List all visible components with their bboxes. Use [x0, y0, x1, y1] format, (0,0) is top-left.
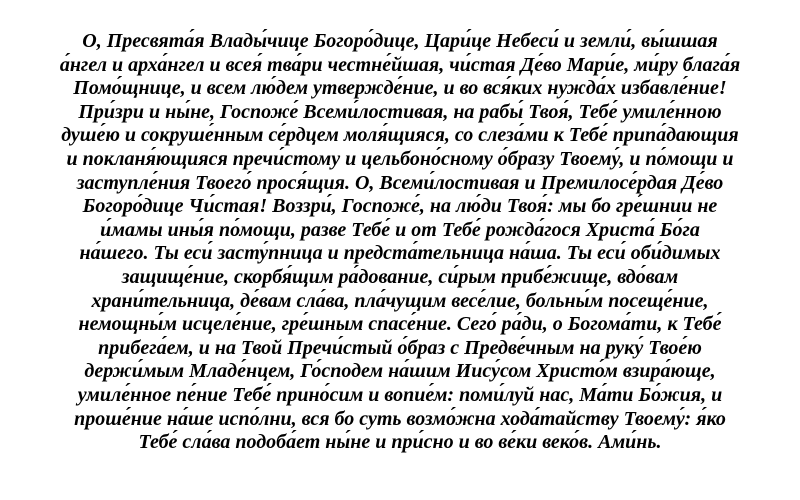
prayer-line-9: и́мамы ины́я по́мощи, разве Тебе́ и от Тебе́ рожда́гося Христа́ Бо́га	[100, 218, 700, 241]
prayer-line-4: При́зри и ны́не, Госпоже́ Всеми́лостивая, на рабы́ Твоя́, Тебе́ умиле́нною	[78, 100, 722, 123]
prayer-line-3: Помо́щнице, и всем лю́дем утвержде́ние, и во вся́ких нужда́х избавле́ние!	[73, 77, 727, 100]
prayer-line-2: а́нгел и арха́нгел и всея́ тва́ри честне́йшая, чи́стая Де́во Мари́е, ми́ру блага́я	[59, 53, 741, 76]
prayer-line-8: Богоро́дице Чи́стая! Воззри́, Госпоже́, на лю́ди Твоя́: мы бо гре́шнии не	[82, 195, 718, 218]
prayer-line-6: и покланя́ющияся пречи́стому и цельбоно́сному о́бразу Твоему́, и по́мощи и	[66, 147, 734, 170]
prayer-text	[20, 30, 780, 455]
prayer-line-7: заступле́ния Твоего́ прося́щия. О, Всеми́лостивая и Премилосе́рдая Де́во	[76, 171, 724, 194]
prayer-line-12: храни́тельница, де́вам сла́ва, пла́чущим весе́лие, больны́м посеще́ние,	[91, 289, 709, 312]
prayer-line-16: умиле́нное пе́ние Тебе́ прино́сим и вопие́м: поми́луй нас, Ма́ти Бо́жия, и	[77, 383, 723, 406]
prayer-line-18: Тебе́ сла́ва подоба́ет ны́не и при́сно и во ве́ки веко́в. Ами́нь.	[138, 431, 662, 454]
prayer-line-17: проше́ние на́ше испо́лни, вся бо суть возмо́жна хода́тайству Твоему́: я́ко	[74, 407, 726, 430]
prayer-line-5: душе́ю и сокруше́нным се́рдцем моля́щияся, со слеза́ми к Тебе́ припа́дающия	[61, 124, 739, 147]
prayer-line-11: защище́ние, скорбя́щим ра́дование, си́рым прибе́жище, вдо́вам	[121, 265, 679, 288]
prayer-line-10: на́шего. Ты еси́ засту́пница и предста́тельница на́ша. Ты еси́ оби́димых	[79, 242, 721, 265]
prayer-line-13: немощны́м исцеле́ние, гре́шным спасе́ние. Сего́ ра́ди, о Богома́ти, к Тебе́	[78, 313, 722, 336]
prayer-line-14: прибега́ем, и на Твой Пречи́стый о́браз с Предве́чным на руку́ Твое́ю	[98, 336, 702, 359]
prayer-line-1: О, Пресвята́я Влады́чице Богоро́дице, Цари́це Небеси́ и земли́, вы́шшая	[82, 30, 718, 52]
prayer-line-15: держи́мым Младе́нцем, Го́сподем на́шим Иису́сом Христо́м взира́юще,	[84, 360, 716, 383]
